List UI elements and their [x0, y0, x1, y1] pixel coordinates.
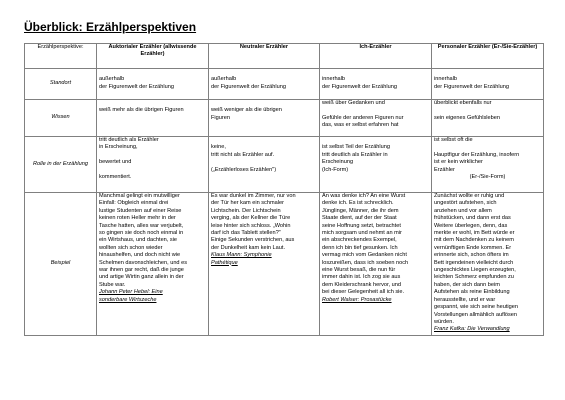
cell-line: darf ich das Tablett stellen?": [211, 230, 281, 237]
cell-line: der Tür her kam ein schmaler: [211, 200, 284, 207]
cell-line: Figuren: [211, 114, 230, 121]
cell-line: anziehen und vor allem: [434, 207, 492, 214]
cell-line: hinaushelfen, und doch nicht wie: [99, 252, 181, 259]
cell-beispiel-auktorial: [97, 193, 209, 336]
cell-line: Bett irgendeinen vielleicht durch: [434, 259, 514, 266]
cell-line: seine Hoffnung setzt, betrachtet: [322, 222, 401, 229]
cell-line: ein abschreckendes Exempel,: [322, 237, 397, 244]
cell-line: vermag mich vom Gedanken nicht: [322, 252, 407, 259]
cell-line: ungestört aufstehen, sich: [434, 200, 497, 207]
cell-line: Staate dient, auf der der Staat: [322, 215, 397, 222]
cell-line: verging, als der Kellner die Türe: [211, 215, 291, 222]
row-label-standort: Standort: [25, 69, 97, 100]
cell-standort-ich: [320, 69, 432, 100]
cell-line: erinnerte sich, schon öfters im: [434, 252, 509, 259]
cell-line: ist selbst oft die: [434, 137, 473, 143]
table-row-standort: [25, 69, 544, 100]
cell-line: weiß weniger als die übrigen: [211, 107, 282, 114]
cell-line: der Figurenwelt der Erzählung: [99, 83, 174, 90]
cell-line: innerhalb: [322, 76, 346, 83]
header-neutral: Neutraler Erzähler: [209, 44, 320, 69]
cell-line: Aufstehen als reine Einbildung: [434, 289, 510, 296]
cell-line: loszureißen, dass ich soeben noch: [322, 259, 409, 266]
cell-line: in Erscheinung,: [99, 144, 138, 151]
cell-line: Schelmen davonschleichen, und es: [99, 259, 188, 266]
cell-line: würden.: [434, 318, 454, 325]
cell-line: tritt deutlich als Erzähler in: [322, 151, 388, 158]
cell-line: und artige Wirtin ganz allein in der: [99, 274, 184, 281]
example-text: [434, 193, 541, 326]
cell-wissen-auktorial: [97, 100, 209, 137]
cell-line: außerhalb: [99, 76, 125, 83]
cell-line: Gefühle der anderen Figuren nur: [322, 114, 404, 121]
cell-line: bewertet und: [99, 159, 132, 166]
header-ich: Ich-Erzähler: [320, 44, 432, 69]
cell-beispiel-ich: [320, 193, 432, 336]
cell-line: Einige Sekunden verstrichen, aus: [211, 237, 295, 244]
cell-line: kommentiert.: [99, 174, 132, 180]
example-source: Pathétique: [211, 259, 238, 266]
table-row-rolle: [25, 137, 544, 193]
cell-line: mit dem Nachdenken zu keinem: [434, 237, 514, 244]
cell-line: Erscheinung: [322, 159, 354, 166]
cell-line: ist selbst Teil der Erzählung: [322, 144, 390, 151]
cell-line: ungeschicktes Liegen erzeugten,: [434, 267, 516, 274]
cell-line: der Figurenwelt der Erzählung: [322, 83, 397, 90]
cell-line: gespannt, wie sich seine heutigen: [434, 304, 518, 311]
cell-line: der Dunkelheit kam kein Laut.: [211, 244, 286, 251]
cell-wissen-ich: [320, 100, 432, 137]
cell-line: frühstücken, und dann erst das: [434, 215, 511, 222]
example-source: sonderbare Wirtszeche: [99, 296, 157, 303]
cell-line: tritt deutlich als Erzähler: [99, 137, 159, 143]
cell-standort-neutral: [209, 69, 320, 100]
cell-beispiel-neutral: [209, 193, 320, 336]
cell-line: bei dieser Gelegenheit all ich sie.: [322, 289, 405, 296]
cell-line: ist er kein wirklicher: [434, 159, 483, 166]
cell-line: Es war dunkel im Zimmer, nur von: [211, 193, 296, 199]
cell-line: („Erzählerloses Erzählen"): [211, 166, 277, 173]
cell-rolle-neutral: [209, 137, 320, 193]
cell-line: Zunächst wollte er ruhig und: [434, 193, 505, 199]
cell-line: vernünftigen Ende kommen. Er: [434, 244, 512, 251]
cell-line: mich sorgsam und nehmt an mir: [322, 230, 402, 237]
cell-line: haben, der sich dann beim: [434, 281, 500, 288]
cell-line: keine,: [211, 144, 226, 151]
perspective-table: [24, 43, 544, 336]
cell-line: (Er-/Sie-Form): [469, 174, 506, 181]
cell-line: denn ich bin tief gesunken. Ich: [322, 244, 398, 251]
cell-line: eine Wurst besaß, die nun für: [322, 267, 396, 274]
cell-line: war ihnen gar recht, daß die junge: [99, 267, 184, 274]
header-row: [25, 44, 544, 69]
cell-line: Stube war.: [99, 281, 126, 288]
cell-line: ein Wirtshaus, und dachten, sie: [99, 237, 178, 244]
cell-line: leichten Schmerz empfunden zu: [434, 274, 514, 281]
cell-standort-personal: [432, 69, 544, 100]
page-title: Überblick: Erzählperspektiven: [24, 20, 197, 34]
cell-line: dem Kleiderschrank hervor, und: [322, 281, 401, 288]
cell-line: Tasche hatten, alles war verjubelt,: [99, 222, 184, 229]
cell-line: das, was er selbst erfahren hat: [322, 122, 399, 129]
cell-line: überblickt ebenfalls nur: [434, 100, 492, 106]
cell-line: keinen roten Heller mehr in der: [99, 215, 176, 222]
row-label-wissen: Wissen: [25, 100, 97, 137]
example-text: [322, 193, 429, 297]
cell-line: Einfall: Obgleich einmal drei: [99, 200, 169, 207]
cell-rolle-ich: [320, 137, 432, 193]
cell-rolle-personal: [432, 137, 544, 193]
table-row-wissen: [25, 100, 544, 137]
cell-line: lustige Studenten auf einer Reise: [99, 207, 182, 214]
cell-line: sein eigenes Gefühlsleben: [434, 114, 500, 121]
cell-line: herausstellte, und er war: [434, 296, 496, 303]
cell-standort-auktorial: [97, 69, 209, 100]
cell-line: innerhalb: [434, 76, 458, 83]
cell-line: denke ich. Es ist schrecklich.: [322, 200, 394, 207]
cell-line: Jünglinge, Männer, die ihr dem: [322, 207, 399, 214]
cell-line: Lichtschein. Der Lichtschein: [211, 207, 281, 214]
row-label-rolle: Rolle in der Erzählung: [25, 137, 97, 193]
cell-line: der Figurenwelt der Erzählung: [211, 83, 286, 90]
cell-rolle-auktorial: [97, 137, 209, 193]
cell-beispiel-personal: [432, 193, 544, 336]
cell-line: (Ich-Form): [322, 166, 349, 173]
cell-line: der Figurenwelt der Erzählung: [434, 83, 509, 90]
cell-line: so gingen sie doch noch einmal in: [99, 230, 184, 237]
cell-line: weiß über Gedanken und: [322, 100, 385, 106]
header-perspective: Erzählperspektive:: [25, 44, 97, 69]
cell-wissen-neutral: [209, 100, 320, 137]
cell-line: leise hinter sich schloss. „Wohin: [211, 222, 291, 229]
example-source: Johann Peter Hebel: Eine: [99, 289, 163, 296]
cell-line: weiß mehr als die übrigen Figuren: [99, 107, 184, 114]
cell-line: Vorstellungen allmählich auflösen: [434, 311, 518, 318]
example-source: Robert Walser: Prosastücke: [322, 296, 392, 303]
header-personal: Personaler Erzähler (Er-/Sie-Erzähler): [432, 44, 544, 69]
row-label-beispiel: Beispiel: [25, 193, 97, 336]
cell-line: außerhalb: [211, 76, 237, 83]
cell-line: tritt nicht als Erzähler auf.: [211, 151, 275, 158]
cell-wissen-personal: [432, 100, 544, 137]
cell-line: immer dahin ist. Ich zog sie aus: [322, 274, 401, 281]
cell-line: An was denke ich? An eine Wurst: [322, 193, 406, 199]
cell-line: Hauptfigur der Erzählung, insofern: [434, 151, 520, 158]
cell-line: Weitere überlegen, denn, das: [434, 222, 508, 229]
cell-line: Manchmal gelingt ein mutwilliger: [99, 193, 180, 199]
example-text: [211, 193, 317, 252]
table-row-beispiel: [25, 193, 544, 336]
header-auktorial: Auktorialer Erzähler (allwissende Erzähler): [97, 44, 209, 69]
cell-line: wollten sich schon wieder: [99, 244, 163, 251]
cell-line: Erzähler: [434, 166, 455, 173]
example-source: Klaus Mann: Symphonie: [211, 252, 272, 259]
example-source: Franz Kafka: Die Verwandlung: [434, 326, 510, 333]
example-text: [99, 193, 206, 289]
cell-line: merkte er wohl, im Bett würde er: [434, 230, 515, 237]
